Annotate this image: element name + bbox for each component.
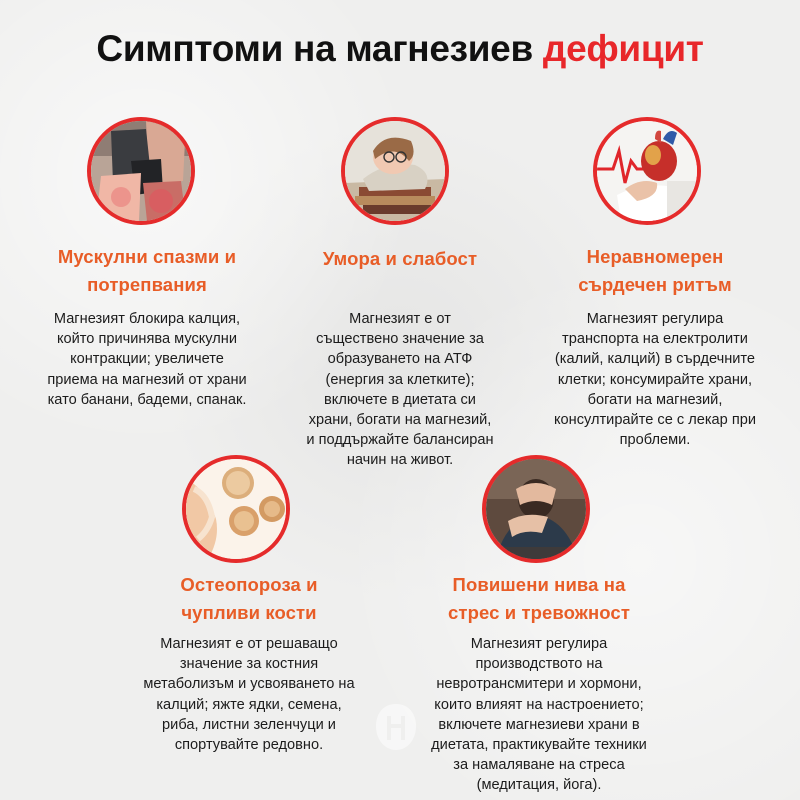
heading-line: Умора и слабост: [322, 248, 478, 269]
body-line: образуването на АТФ: [327, 351, 473, 368]
body-line: Магнезият е от решаващо: [160, 636, 338, 652]
card-body: [22, 309, 272, 410]
body-line: включете магнезиеви храни в: [438, 716, 640, 733]
body-line: начин на живот.: [346, 452, 454, 469]
card-heading: [414, 571, 664, 627]
watermark-logo-icon: [373, 702, 419, 752]
heading-line: Мускулни спазми и: [57, 246, 237, 267]
body-line: приема на магнезий от храни: [47, 371, 247, 388]
fatigue-photo: [341, 117, 449, 225]
body-line: клетки; консумирайте храни,: [557, 371, 753, 388]
body-line: Магнезият регулира: [470, 636, 608, 652]
body-line: значение за костния: [179, 656, 319, 673]
page-title: [0, 28, 800, 70]
heading-line: сърдечен ритъм: [578, 274, 732, 295]
body-line: контракции; увеличете: [70, 351, 224, 368]
body-line: (енергия за клетките);: [325, 371, 475, 388]
body-line: калций; яжте ядки, семена,: [156, 696, 342, 713]
heading-line: стрес и тревожност: [448, 602, 630, 623]
body-line: транспорта на електролити: [562, 331, 748, 348]
body-line: за намаляване на стреса: [453, 757, 625, 774]
body-line: и поддържайте балансиран: [306, 432, 494, 449]
body-line: консултирайте се с лекар при: [553, 412, 757, 429]
heading-line: Неравномерен: [586, 246, 724, 267]
card-body: [104, 634, 394, 755]
body-line: метаболизъм и усвояването на: [143, 676, 355, 693]
stress-photo: [482, 455, 590, 563]
card-heading: [22, 243, 272, 299]
title-accent: дефицит: [542, 28, 704, 69]
card-body: [394, 634, 684, 796]
body-line: Магнезият е от: [349, 311, 451, 327]
heading-line: чупливи кости: [181, 602, 317, 623]
body-line: производството на: [475, 656, 603, 673]
body-line: Магнезият регулира: [586, 311, 724, 327]
body-line: богати на магнезий,: [587, 391, 723, 408]
card-body: [270, 309, 530, 471]
body-line: (калий, калций) в сърдечните: [554, 351, 756, 368]
muscle-cramp-photo: [87, 117, 195, 225]
body-line: който причинява мускулни: [56, 331, 238, 348]
body-line: спортувайте редовно.: [174, 737, 324, 754]
body-line: които влияят на настроението;: [434, 696, 644, 713]
body-line: храни, богати на магнезий,: [308, 412, 492, 429]
body-line: съществено значение за: [316, 331, 484, 348]
body-line: диетата, практикувайте техники: [431, 737, 647, 754]
card-body: [525, 309, 785, 450]
body-line: проблеми.: [619, 432, 691, 449]
heading-line: Повишени нива на: [452, 574, 626, 595]
heart-rhythm-photo: [593, 117, 701, 225]
card-heading: [124, 571, 374, 627]
body-line: като банани, бадеми, спанак.: [47, 391, 247, 408]
bones-photo: [182, 455, 290, 563]
card-heading: [275, 245, 525, 273]
body-line: риба, листни зеленчуци и: [162, 716, 336, 733]
heading-line: Остеопороза и: [180, 574, 318, 595]
title-main: Симптоми на магнезиев: [96, 28, 533, 69]
card-heading: [530, 243, 780, 299]
body-line: невротрансмитери и хормони,: [436, 676, 642, 693]
heading-line: потрепвания: [87, 274, 207, 295]
body-line: включете в диетата си: [324, 391, 476, 408]
body-line: (медитация, йога).: [476, 777, 602, 794]
body-line: Магнезият блокира калция,: [53, 311, 241, 327]
